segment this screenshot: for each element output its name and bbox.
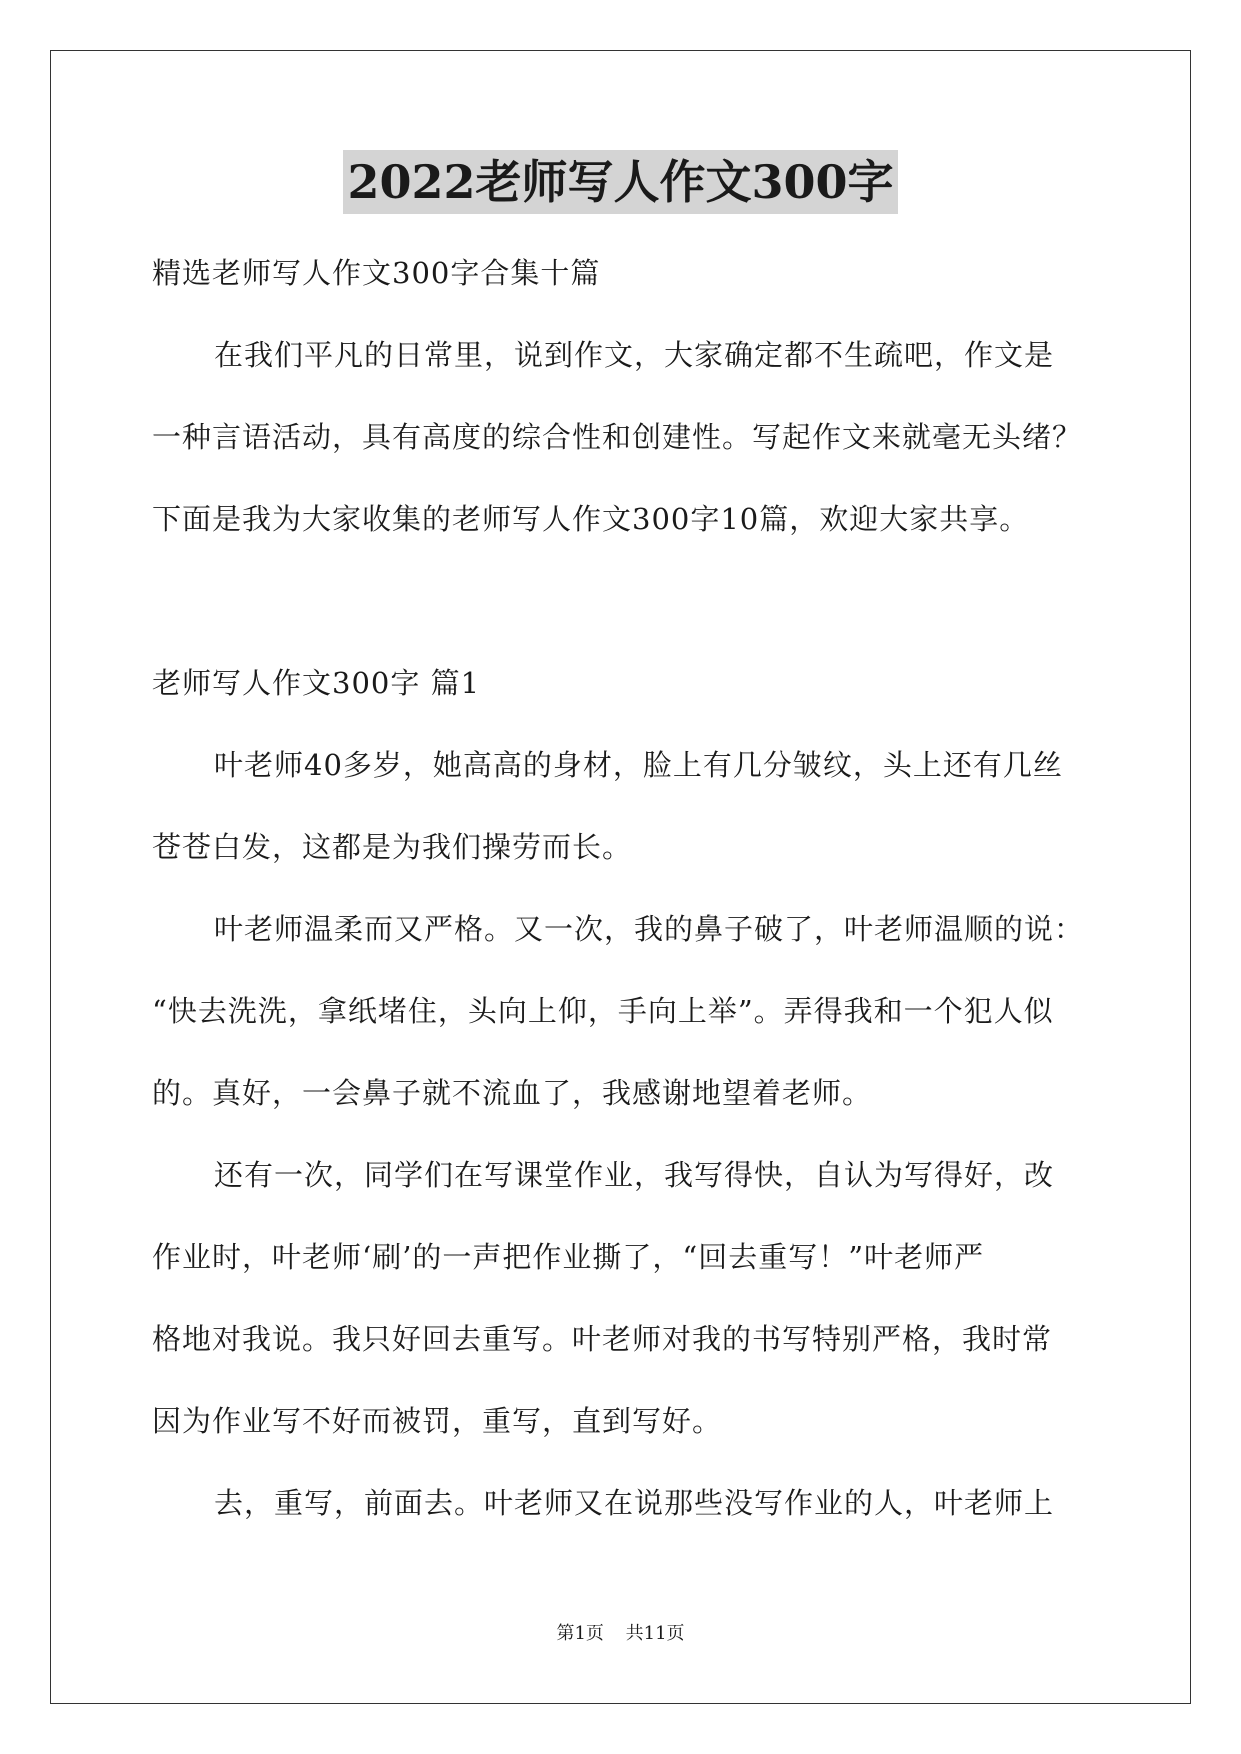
- text-line: 去，重写，前面去。叶老师又在说那些没写作业的人，叶老师上: [214, 1486, 1055, 1520]
- page-number: 第1页: [556, 1623, 604, 1644]
- text-line: 格地对我说。我只好回去重写。叶老师对我的书写特别严格，我时常: [152, 1322, 1053, 1356]
- text-line: 的。真好，一会鼻子就不流血了，我感谢地望着老师。: [152, 1076, 873, 1110]
- text-line: 还有一次，同学们在写课堂作业，我写得快，自认为写得好，改: [214, 1158, 1055, 1192]
- text-line: 在我们平凡的日常里，说到作文，大家确定都不生疏吧，作文是: [214, 338, 1055, 372]
- text-line: 一种言语活动，具有高度的综合性和创建性。写起作文来就毫无头绪？: [152, 420, 1083, 454]
- text-line: 叶老师温柔而又严格。又一次，我的鼻子破了，叶老师温顺的说：: [214, 912, 1085, 946]
- blank-line: [152, 560, 1097, 642]
- document-title: 2022老师写人作文300字: [343, 150, 897, 214]
- page-total: 共11页: [625, 1623, 685, 1644]
- text-line: 苍苍白发，这都是为我们操劳而长。: [152, 830, 633, 864]
- text-line: 叶老师40多岁，她高高的身材，脸上有几分皱纹，头上还有几丝: [214, 748, 1063, 782]
- text-line: 精选老师写人作文300字合集十篇: [152, 256, 601, 290]
- text-line: 下面是我为大家收集的老师写人作文300字10篇，欢迎大家共享。: [152, 502, 1030, 536]
- text-line: 因为作业写不好而被罚，重写，直到写好。: [152, 1404, 723, 1438]
- text-line: 老师写人作文300字 篇1: [152, 666, 481, 700]
- document-body: [152, 232, 1097, 1544]
- text-line: “快去洗洗，拿纸堵住，头向上仰，手向上举”。弄得我和一个犯人似: [152, 994, 1054, 1028]
- title-container: [0, 150, 1241, 214]
- text-line: 作业时，叶老师‘刷’的一声把作业撕了，“回去重写！”叶老师严: [152, 1240, 985, 1274]
- page-footer: [0, 1622, 1241, 1646]
